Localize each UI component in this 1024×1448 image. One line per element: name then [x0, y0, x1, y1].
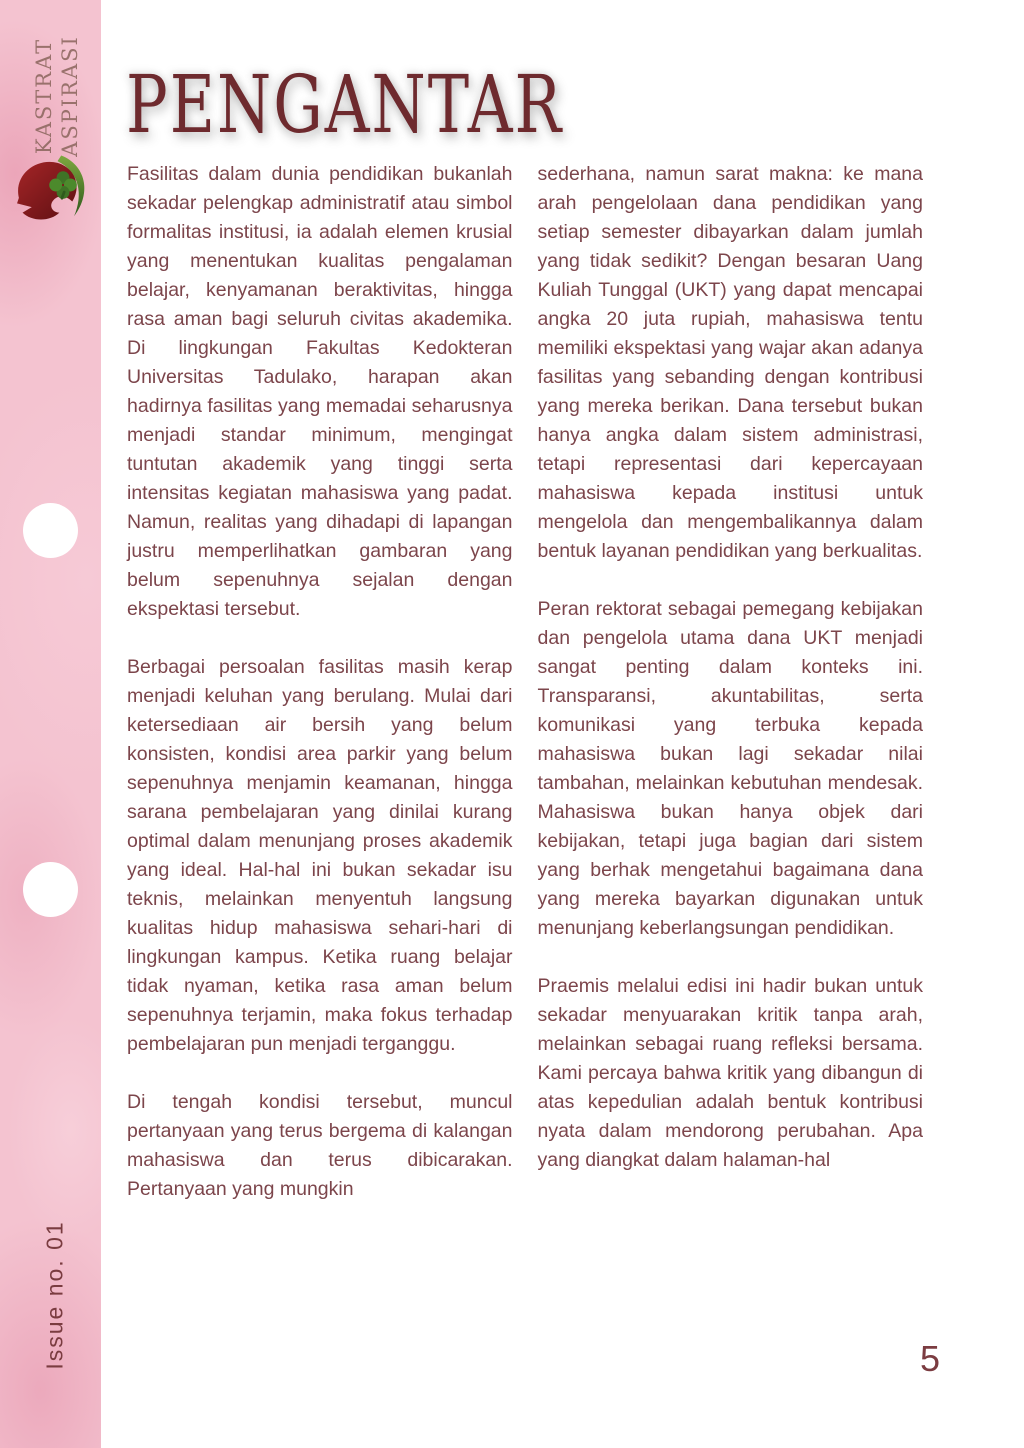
paragraph: Praemis melalui edisi ini hadir bukan untuk sekadar menyuarakan kritik tanpa arah, melainkan sebagai ruang refleksi bersama. Kami percaya bahwa kritik yang dibangun di atas kepedulian adalah bentuk kontribusi nyata dalam mendorong perubahan. Apa yang diangkat dalam halaman-hal — [537, 975, 923, 1171]
sidebar-pink-strip — [0, 0, 101, 1448]
page-title: PENGANTAR — [126, 58, 564, 152]
brand-vertical-text — [31, 35, 83, 157]
article-body — [127, 160, 923, 1204]
brand-line-kastrat: KASTRAT — [32, 37, 56, 155]
paragraph: sederhana, namun sarat makna: ke mana arah pengelolaan dana pendidikan yang setiap semester dibayarkan dalam jumlah yang tidak sedikit? Dengan besaran Uang Kuliah Tunggal (UKT) yang dapat mencapai angka 20 juta rupiah, mahasiswa tentu memiliki ekspektasi yang wajar akan adanya fasilitas yang sebanding dengan kontribusi yang mereka berikan. Dana tersebut bukan hanya angka dalam sistem administrasi, tetapi representasi dari kepercayaan mahasiswa kepada institusi untuk mengelola dan mengembalikannya dalam bentuk layanan pendidikan yang berkualitas. — [537, 163, 923, 562]
page-number: 5 — [920, 1338, 941, 1379]
kastrat-aspirasi-logo-icon — [6, 150, 98, 220]
brand-line-aspirasi: ASPIRASI — [58, 35, 82, 157]
article-right-column — [538, 160, 924, 1204]
binder-hole-top — [23, 503, 78, 558]
paragraph: Fasilitas dalam dunia pendidikan bukanlah sekadar pelengkap administratif atau simbol formalitas institusi, ia adalah elemen krusial yang menentukan kualitas pengalaman belajar, kenyamanan beraktivitas, hingga rasa aman bagi seluruh civitas akademika. Di lingkungan Fakultas Kedokteran Universitas Tadulako, harapan akan hadirnya fasilitas yang memadai seharusnya menjadi standar minimum, mengingat tuntutan akademik yang tinggi serta intensitas kegiatan mahasiswa yang padat. Namun, realitas yang dihadapi di lapangan justru memperlihatkan gambaran yang belum sepenuhnya sejalan dengan ekspektasi tersebut. — [127, 163, 513, 620]
paragraph: Berbagai persoalan fasilitas masih kerap menjadi keluhan yang berulang. Mulai dari ketersediaan air bersih yang belum konsisten, kondisi area parkir yang belum sepenuhnya menjamin keamanan, hingga sarana pembelajaran yang dinilai kurang optimal dalam menunjang proses akademik yang ideal. Hal-hal ini bukan sekadar isu teknis, melainkan menyentuh langsung kualitas hidup mahasiswa sehari-hari di lingkungan kampus. Ketika ruang belajar tidak nyaman, ketika rasa aman belum sepenuhnya terjamin, maka fokus terhadap pembelajaran pun menjadi terganggu. — [127, 656, 513, 1055]
article-left-column — [127, 160, 513, 1204]
paragraph: Peran rektorat sebagai pemegang kebijakan dan pengelola utama dana UKT menjadi sangat penting dalam konteks ini. Transparansi, akuntabilitas, serta komunikasi yang terbuka kepada mahasiswa bukan lagi sekadar nilai tambahan, melainkan kebutuhan mendesak. Mahasiswa bukan hanya objek dari kebijakan, tetapi juga bagian dari sistem yang berhak mengetahui bagaimana dana yang mereka bayarkan digunakan untuk menunjang keberlangsungan pendidikan. — [537, 598, 923, 939]
paragraph: Di tengah kondisi tersebut, muncul pertanyaan yang terus bergema di kalangan mahasiswa dan terus dibicarakan. Pertanyaan yang mungkin — [127, 1091, 513, 1200]
issue-number-label: Issue no. 01 — [41, 1220, 68, 1370]
binder-hole-bottom — [23, 862, 78, 917]
